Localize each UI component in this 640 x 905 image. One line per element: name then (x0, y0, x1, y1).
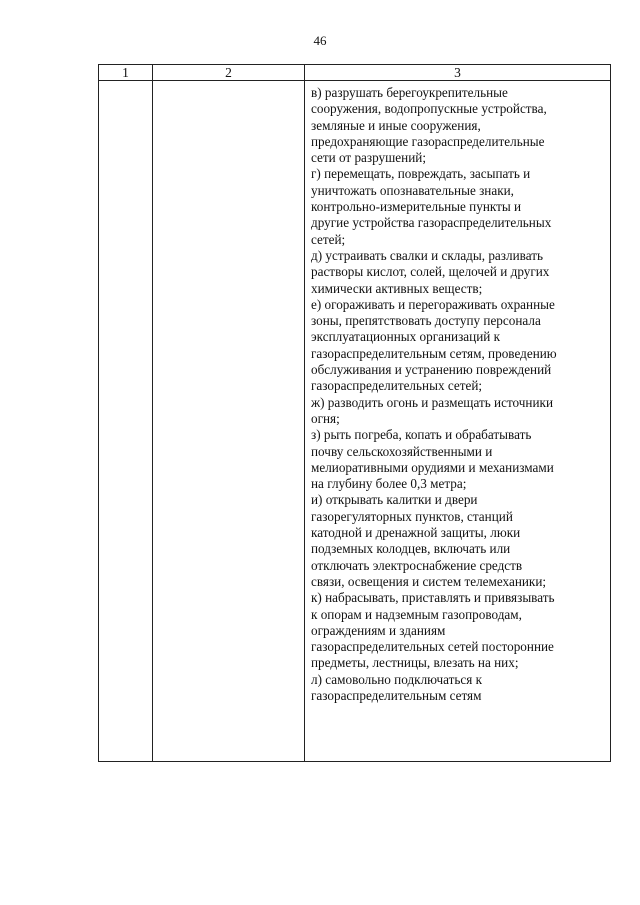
text-line: предметы, лестницы, влезать на них; (311, 655, 519, 671)
text-line: отключать электроснабжение средств (311, 557, 523, 573)
text-line: контрольно-измерительные пункты и (311, 199, 522, 215)
text-line: обслуживания и устранению повреждений (311, 362, 552, 378)
text-line: сетей; (311, 231, 346, 247)
text-line: огня; (311, 410, 340, 426)
text-line: к опорам и надземным газопроводам, (311, 606, 522, 622)
text-line: земляные и иные сооружения, (311, 117, 481, 133)
table-cell-col1 (99, 81, 153, 762)
text-line: л) самовольно подключаться к (311, 671, 483, 687)
text-line: к) набрасывать, приставлять и привязывать (311, 590, 555, 606)
text-line: е) огораживать и перегораживать охранные (311, 296, 555, 312)
text-line: газораспределительным сетям (311, 687, 482, 703)
table-cell-col2 (153, 81, 305, 762)
table-header-row (99, 65, 611, 81)
text-line: сети от разрушений; (311, 150, 426, 166)
text-line: в) разрушать берегоукрепительные (311, 85, 508, 100)
document-table (98, 64, 611, 762)
text-line: связи, освещения и систем телемеханики; (311, 573, 547, 589)
text-line: газораспределительных сетей посторонние (311, 639, 554, 655)
text-line: з) рыть погреба, копать и обрабатывать (311, 427, 532, 443)
text-line: эксплуатационных организаций к (311, 329, 501, 345)
text-line: мелиоративными орудиями и механизмами (311, 459, 554, 475)
text-line: и) открывать калитки и двери (311, 492, 478, 508)
text-line: ограждениям и зданиям (311, 622, 446, 638)
text-line: зоны, препятствовать доступу персонала (311, 313, 541, 329)
text-line: предохраняющие газораспределительные (311, 133, 545, 149)
text-line: подземных колодцев, включать или (311, 541, 511, 557)
prohibition-list (311, 85, 606, 704)
page-number: 46 (313, 33, 327, 48)
text-line: на глубину более 0,3 метра; (311, 476, 467, 492)
table-row (99, 81, 611, 762)
table-cell-col3 (305, 81, 611, 762)
text-line: газораспределительным сетям, проведению (311, 345, 557, 361)
text-line: уничтожать опознавательные знаки, (311, 182, 514, 198)
text-line: другие устройства газораспределительных (311, 215, 552, 231)
text-line: растворы кислот, солей, щелочей и других (311, 264, 550, 280)
column-header-2: 2 (153, 65, 305, 81)
text-line: химически активных веществ; (311, 280, 483, 296)
text-line: д) устраивать свалки и склады, разливать (311, 247, 543, 263)
text-line: газорегуляторных пунктов, станций (311, 508, 513, 524)
column-header-3: 3 (305, 65, 611, 81)
text-line: катодной и дренажной защиты, люки (311, 525, 521, 541)
text-line: газораспределительных сетей; (311, 378, 483, 394)
text-line: г) перемещать, повреждать, засыпать и (311, 166, 531, 182)
text-line: почву сельскохозяйственными и (311, 443, 493, 459)
column-header-1: 1 (99, 65, 153, 81)
text-line: ж) разводить огонь и размещать источники (311, 394, 554, 410)
text-line: сооружения, водопропускные устройства, (311, 101, 547, 117)
